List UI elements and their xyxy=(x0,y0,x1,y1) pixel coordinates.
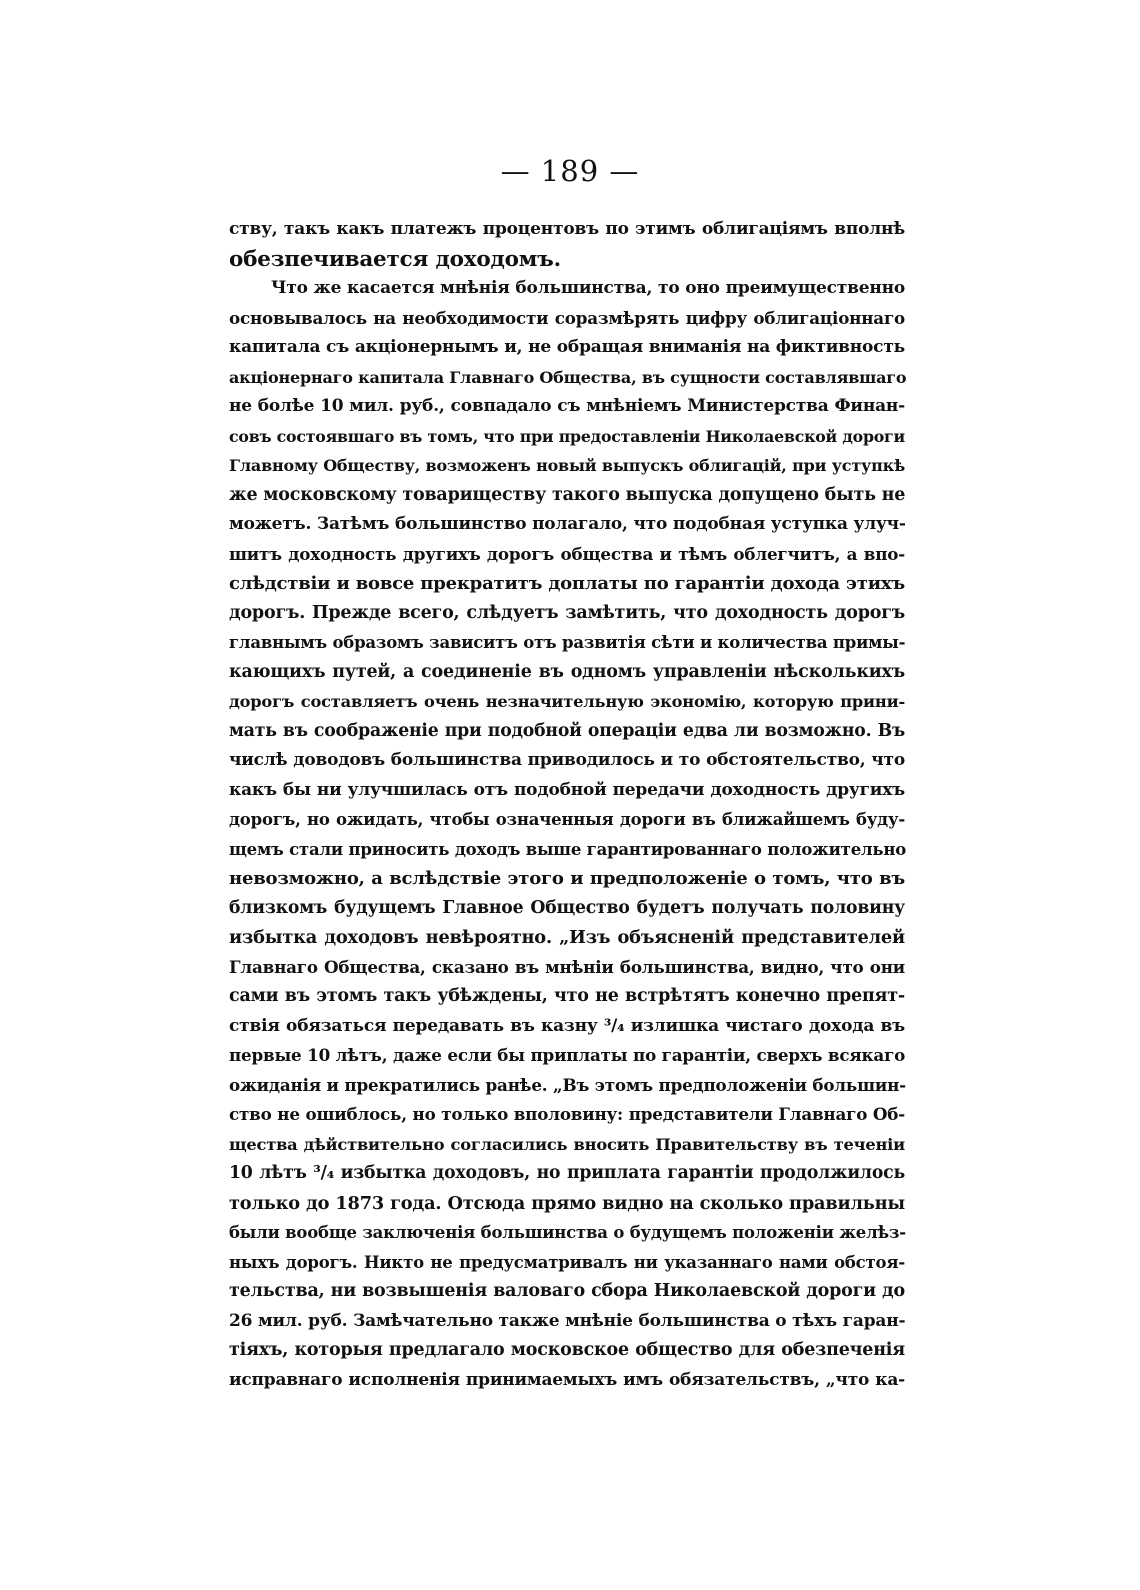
text-line: тiяхъ, которыя предлагало московское общество для обезпеченiя xyxy=(229,1340,905,1360)
text-line: Главнаго Общества, сказано въ мнѣнiи большинства, видно, что они xyxy=(229,956,905,977)
page-number: — 189 — xyxy=(500,154,640,188)
text-line: ныхъ дорогъ. Никто не предусматривалъ ни указаннаго нами обстоя- xyxy=(229,1252,905,1272)
text-line: кающихъ путей, а соединенiе въ одномъ управленiи нѣсколькихъ xyxy=(229,661,905,682)
text-line: числѣ доводовъ большинства приводилось и то обстоятельство, что xyxy=(229,750,905,770)
text-line: близкомъ будущемъ Главное Общество будетъ получать половину xyxy=(229,897,905,918)
text-line: же московскому товариществу такого выпуска допущено быть не xyxy=(229,484,906,505)
text-line: невозможно, а вслѣдствiе этого и предположенiе о томъ, что въ xyxy=(229,868,905,889)
text-line: 26 мил. руб. Замѣчательно также мнѣнiе большинства о тѣхъ гаран- xyxy=(229,1310,906,1331)
text-line: слѣдствiи и вовсе прекратитъ доплаты по гарантiи дохода этихъ xyxy=(229,573,905,594)
text-line: не болѣе 10 мил. руб., совпадало съ мнѣнiемъ Министерства Финан- xyxy=(229,396,905,416)
text-line: можетъ. Затѣмъ большинство полагало, что подобная уступка улуч- xyxy=(229,514,906,534)
text-line: сами въ этомъ такъ убѣждены, что не встрѣтятъ конечно препят- xyxy=(229,986,905,1006)
text-line: совъ состоявшаго въ томъ, что при предоставленiи Николаевской дороги xyxy=(229,426,905,446)
text-line: были вообще заключенiя большинства о будущемъ положенiи желѣз- xyxy=(229,1223,906,1242)
body-text xyxy=(229,215,905,1395)
text-line: дорогъ, но ожидать, чтобы означенныя дороги въ ближайшемъ буду- xyxy=(229,810,905,829)
text-line: избытка доходовъ невѣроятно. „Изъ объясненiй представителей xyxy=(229,927,905,948)
text-line: Что же касается мнѣнiя большинства, то оно преимущественно xyxy=(271,278,905,298)
text-line: 10 лѣтъ ³/₄ избытка доходовъ, но приплата гарантiи продолжилось xyxy=(229,1163,905,1183)
text-line: ству, такъ какъ платежъ процентовъ по этимъ облигацiямъ вполнѣ xyxy=(229,219,905,239)
text-line: дорогъ составляетъ очень незначительную экономiю, которую прини- xyxy=(229,692,905,711)
text-line: главнымъ образомъ зависитъ отъ развитiя сѣти и количества примы- xyxy=(229,633,906,652)
text-line: ствiя обязаться передавать въ казну ³/₄ излишка чистаго дохода въ xyxy=(229,1015,905,1036)
text-line: ство не ошиблось, но только вполовину: представители Главнаго Об- xyxy=(229,1104,905,1124)
text-line: первые 10 лѣтъ, даже если бы приплаты по гарантiи, сверхъ всякаго xyxy=(229,1045,906,1065)
text-line: щества дѣйствительно согласились вносить Правительству въ теченiи xyxy=(229,1134,905,1154)
text-line: обезпечивается доходомъ. xyxy=(229,246,561,272)
text-line: Главному Обществу, возможенъ новый выпускъ облигацiй, при уступкѣ xyxy=(229,456,905,475)
text-line: основывалось на необходимости соразмѣрять цифру облигацiоннаго xyxy=(229,307,905,328)
text-line: щемъ стали приносить доходъ выше гарантированнаго положительно xyxy=(229,839,907,859)
text-line: исправнаго исполненiя принимаемыхъ имъ обязательствъ, „что ка- xyxy=(229,1369,905,1390)
text-line: тельства, ни возвышенiя валоваго сбора Николаевской дороги до xyxy=(229,1281,905,1301)
text-line: шитъ доходность другихъ дорогъ общества и тѣмъ облегчитъ, а впо- xyxy=(229,543,905,564)
text-line: только до 1873 года. Отсюда прямо видно на сколько правильны xyxy=(229,1192,905,1214)
text-line: ожиданiя и прекратились ранѣе. „Въ этомъ предположенiи большин- xyxy=(229,1074,906,1095)
text-line: какъ бы ни улучшилась отъ подобной передачи доходность другихъ xyxy=(229,779,905,800)
text-line: дорогъ. Прежде всего, слѣдуетъ замѣтить, что доходность дорогъ xyxy=(229,602,905,623)
text-line: мать въ соображенiе при подобной операцiи едва ли возможно. Въ xyxy=(229,720,905,741)
text-line: капитала съ акцiонернымъ и, не обращая вниманiя на фиктивность xyxy=(229,337,905,357)
text-line: акцiонернаго капитала Главнаго Общества, въ сущности составлявшаго xyxy=(229,367,907,387)
